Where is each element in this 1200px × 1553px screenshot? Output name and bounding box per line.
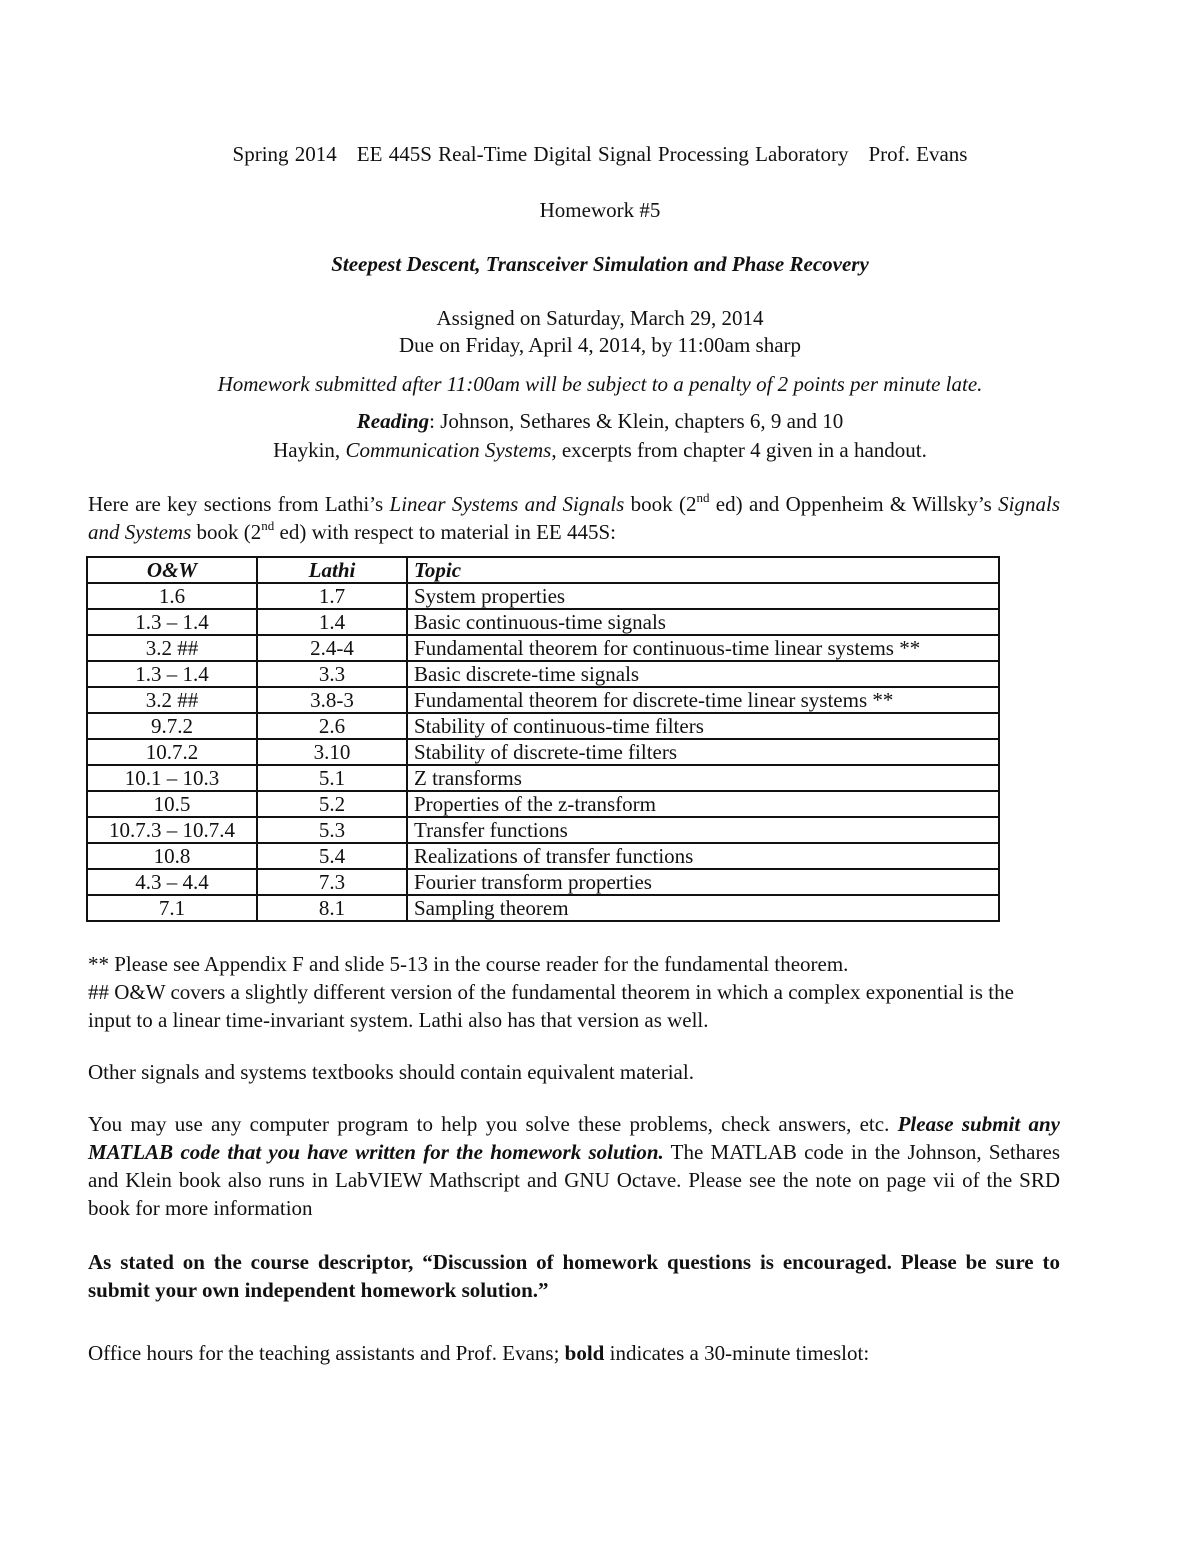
lathi-section-cell: 5.3 (257, 817, 407, 843)
ow-section-cell: 10.7.3 – 10.7.4 (87, 817, 257, 843)
table-row (87, 817, 999, 843)
note-double-star: ** Please see Appendix F and slide 5-13 in the course reader for the fundamental theorem. (88, 952, 849, 976)
table-row (87, 765, 999, 791)
topic-cell: Transfer functions (407, 817, 999, 843)
ow-section-cell: 1.6 (87, 583, 257, 609)
lathi-section-cell: 5.1 (257, 765, 407, 791)
lathi-section-cell: 1.4 (257, 609, 407, 635)
topic-cell: System properties (407, 583, 999, 609)
homework-number: Homework #5 (539, 198, 661, 222)
column-header: Lathi (257, 557, 407, 583)
ow-section-cell: 10.1 – 10.3 (87, 765, 257, 791)
topic-cell: Stability of discrete-time filters (407, 739, 999, 765)
due-date: Due on Friday, April 4, 2014, by 11:00am sharp (398, 333, 802, 357)
table-row (87, 661, 999, 687)
ow-section-cell: 10.8 (87, 843, 257, 869)
lathi-section-cell: 2.6 (257, 713, 407, 739)
lathi-section-cell: 3.8-3 (257, 687, 407, 713)
lathi-section-cell: 5.2 (257, 791, 407, 817)
reading-text: : Johnson, Sethares & Klein, chapters 6, 9 and 10 (429, 409, 844, 433)
topic-cell: Fundamental theorem for discrete-time linear systems ** (407, 687, 999, 713)
topic-cell: Properties of the z-transform (407, 791, 999, 817)
book-title: Linear Systems and Signals (389, 492, 625, 516)
book-title: Signals and Systems (88, 492, 1061, 544)
table-row (87, 791, 999, 817)
other-textbooks: Other signals and systems textbooks should contain equivalent material. (88, 1060, 694, 1084)
table-row (87, 609, 999, 635)
course-header (0, 142, 1200, 167)
software-paragraph: You may use any computer program to help you solve these problems, check answers, etc. Please submit any MATLAB code that you have written for the homework solution. The MATLAB code in the Johnson, Sethares and Klein book also runs in LabVIEW Mathscript and GNU Octave. Please see the note on page vii of the SRD book for more information (88, 1112, 1060, 1220)
professor: Prof. Evans (868, 142, 968, 166)
reading-line (0, 409, 1200, 434)
table-row (87, 687, 999, 713)
ow-section-cell: 9.7.2 (87, 713, 257, 739)
ow-section-cell: 4.3 – 4.4 (87, 869, 257, 895)
topic-cell: Stability of continuous-time filters (407, 713, 999, 739)
table-row (87, 583, 999, 609)
lathi-section-cell: 3.3 (257, 661, 407, 687)
ow-section-cell: 10.5 (87, 791, 257, 817)
table-row (87, 635, 999, 661)
intro-paragraph: Here are key sections from Lathi’s Linear Systems and Signals book (2nd ed) and Oppenheim & Willsky’s Signals and Systems book (2nd ed) with respect to material in EE 445S: (88, 490, 1061, 544)
table-row (87, 895, 999, 921)
topic-cell: Sampling theorem (407, 895, 999, 921)
reading-label: Reading (356, 409, 430, 433)
ow-section-cell: 1.3 – 1.4 (87, 661, 257, 687)
topic-cell: Fourier transform properties (407, 869, 999, 895)
table-header-row (87, 557, 999, 583)
lathi-section-cell: 1.7 (257, 583, 407, 609)
matlab-instruction: Please submit any MATLAB code that you have written for the homework solution. (88, 1112, 1060, 1164)
topic-cell: Basic discrete-time signals (407, 661, 999, 687)
assigned-date: Assigned on Saturday, March 29, 2014 (436, 306, 764, 330)
ow-section-cell: 3.2 ## (87, 687, 257, 713)
column-header: O&W (87, 557, 257, 583)
book-title: Communication Systems (345, 438, 552, 462)
reading-line-2: Haykin, Communication Systems, excerpts from chapter 4 given in a handout. (273, 438, 927, 462)
homework-title: Steepest Descent, Transceiver Simulation and Phase Recovery (331, 252, 869, 276)
table-row (87, 843, 999, 869)
collaboration-policy: As stated on the course descriptor, “Discussion of homework questions is encouraged. Please be sure to submit your own independent homework solution.” (88, 1250, 1060, 1302)
office-hours-intro: Office hours for the teaching assistants and Prof. Evans; bold indicates a 30-minute timeslot: (88, 1341, 870, 1365)
column-header: Topic (407, 557, 999, 583)
table-notes (88, 950, 1060, 1034)
course-name: EE 445S Real-Time Digital Signal Processing Laboratory (356, 142, 849, 166)
ow-section-cell: 3.2 ## (87, 635, 257, 661)
topic-cell: Fundamental theorem for continuous-time linear systems ** (407, 635, 999, 661)
semester: Spring 2014 (232, 142, 337, 166)
table-row (87, 739, 999, 765)
lathi-section-cell: 3.10 (257, 739, 407, 765)
ow-section-cell: 1.3 – 1.4 (87, 609, 257, 635)
ow-section-cell: 10.7.2 (87, 739, 257, 765)
ow-section-cell: 7.1 (87, 895, 257, 921)
lathi-section-cell: 2.4-4 (257, 635, 407, 661)
lathi-section-cell: 7.3 (257, 869, 407, 895)
late-penalty: Homework submitted after 11:00am will be subject to a penalty of 2 points per minute late. (217, 372, 983, 396)
note-double-hash: ## O&W covers a slightly different version of the fundamental theorem in which a complex exponential is the input to a linear time-invariant system. Lathi also has that version as well. (88, 980, 1014, 1032)
topic-cell: Z transforms (407, 765, 999, 791)
lathi-section-cell: 5.4 (257, 843, 407, 869)
topic-cell: Basic continuous-time signals (407, 609, 999, 635)
table-row (87, 869, 999, 895)
table-row (87, 713, 999, 739)
sections-table (86, 556, 1000, 922)
topic-cell: Realizations of transfer functions (407, 843, 999, 869)
lathi-section-cell: 8.1 (257, 895, 407, 921)
